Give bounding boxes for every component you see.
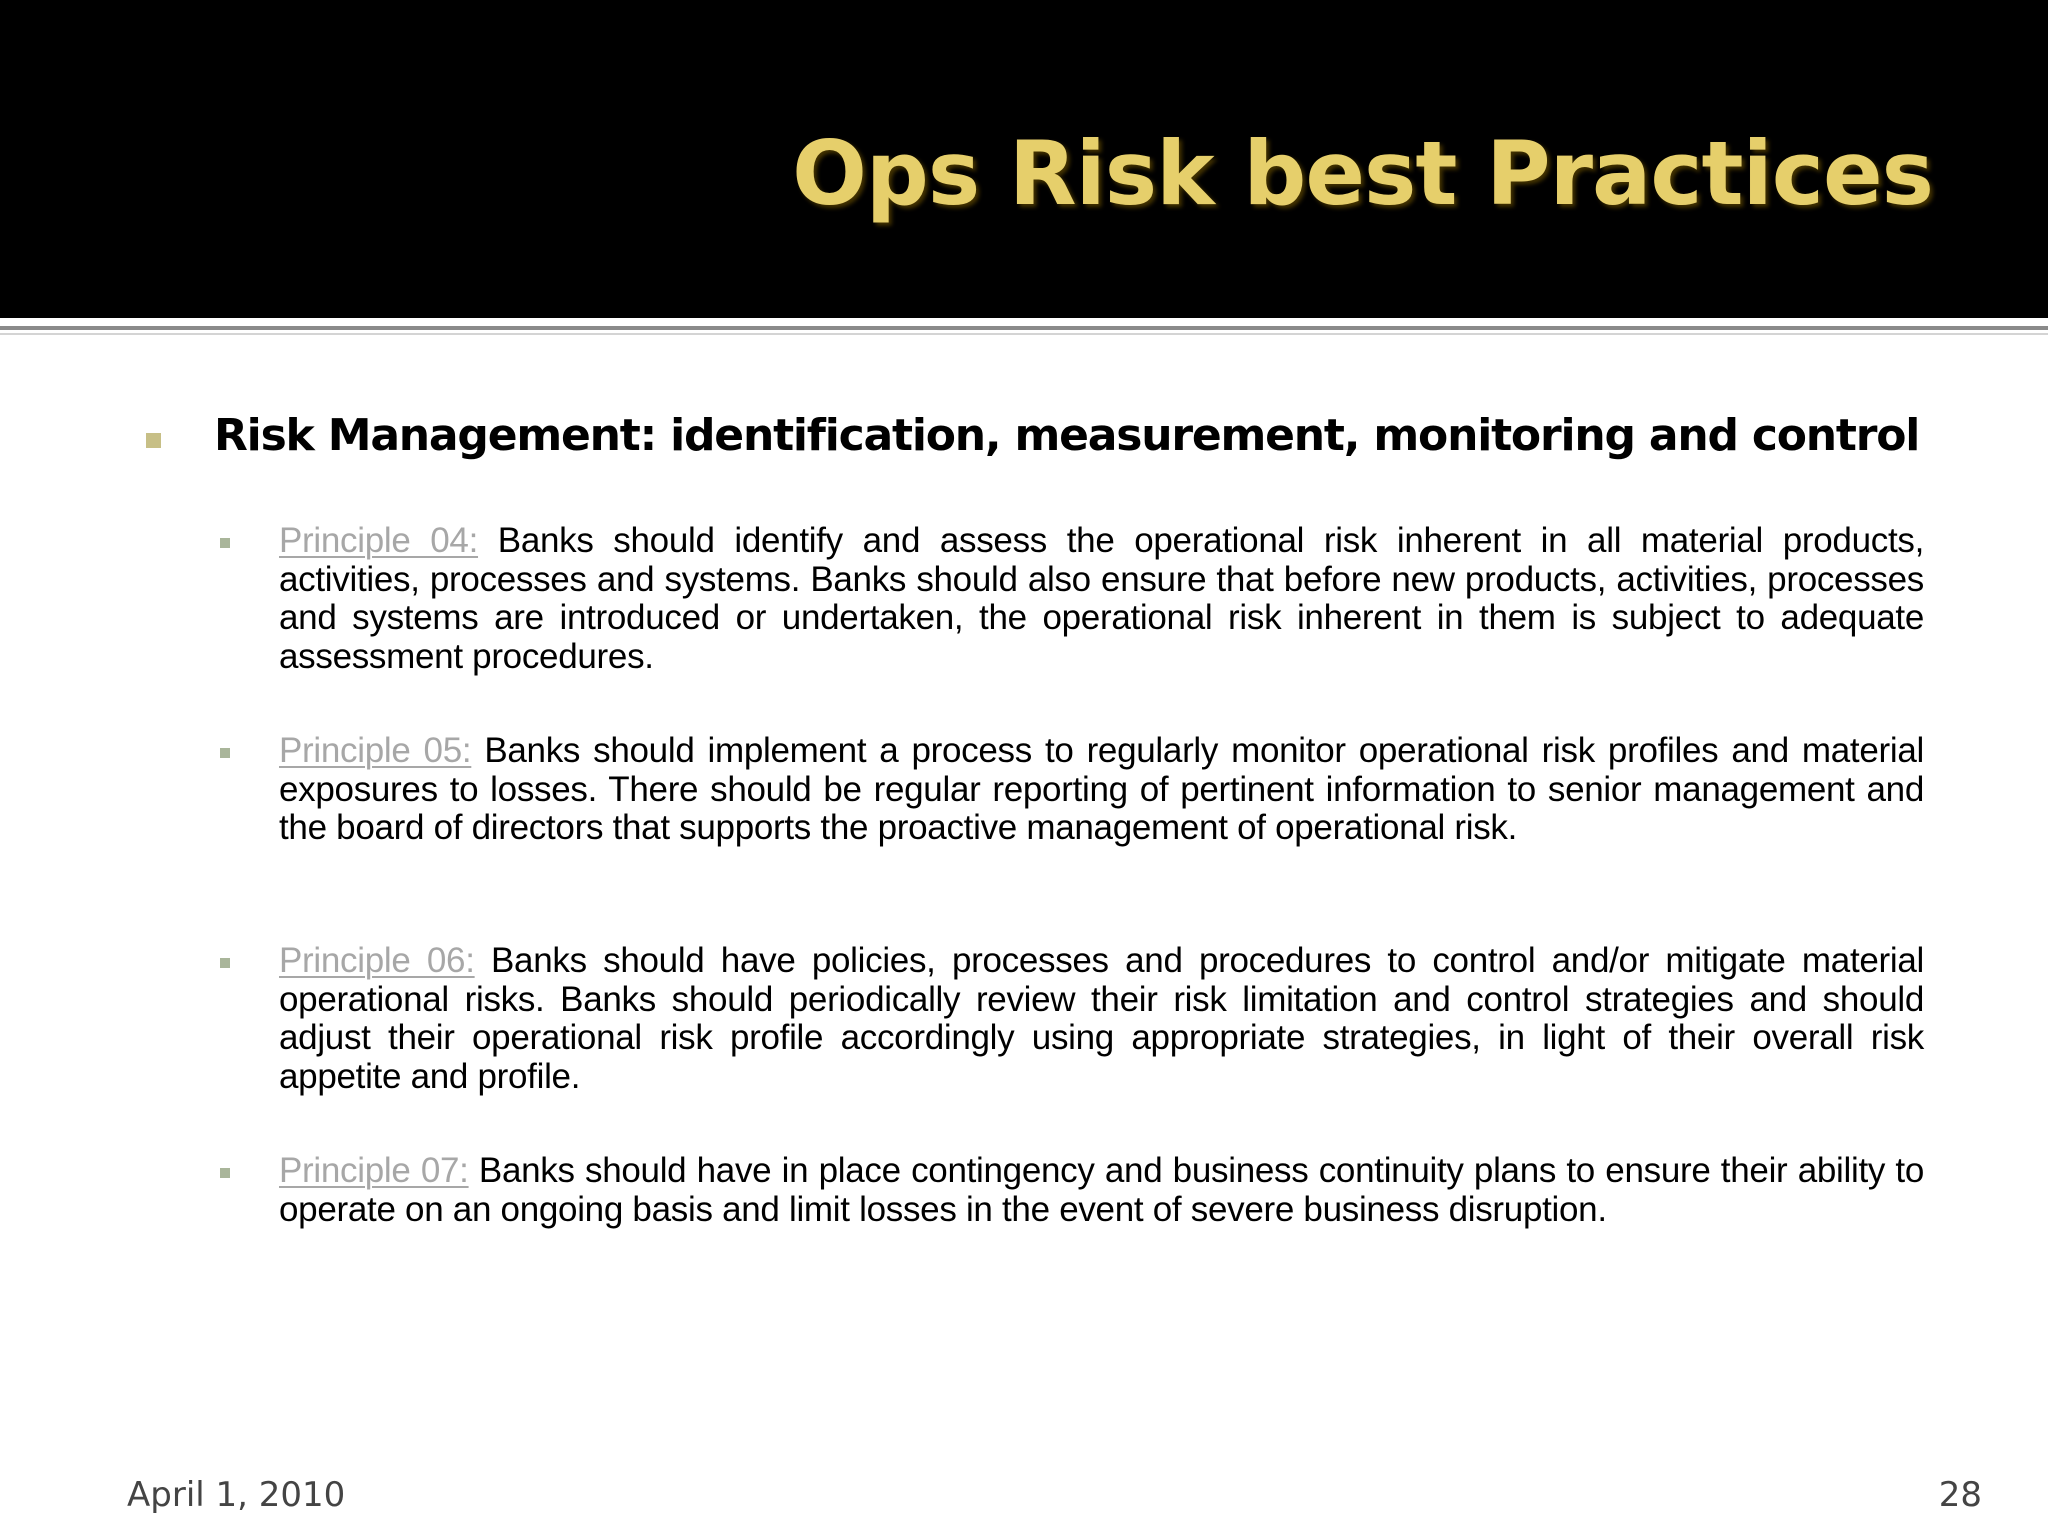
slide-title: Ops Risk best Practices: [792, 122, 1933, 225]
slide-number: 28: [1938, 1475, 1982, 1515]
sub-bullet-square-icon: [220, 748, 230, 758]
principle-body: [279, 522, 1924, 676]
principle-text: Banks should have in place contingency and business continuity plans to ensure their ability to operate on an ongoing basis and limit losses in the event of severe business disruption.: [279, 1151, 1924, 1229]
sub-bullet-square-icon: [220, 538, 230, 548]
header-divider: [0, 326, 2048, 330]
principle-text: Banks should implement a process to regularly monitor operational risk profiles and material exposures to losses. There should be regular reporting of pertinent information to senior management and the board of directors that supports the proactive management of operational risk.: [279, 731, 1924, 847]
principle-text: Banks should identify and assess the operational risk inherent in all material products, activities, processes and systems. Banks should also ensure that before new products, activities, processes and systems are introduced or undertaken, the operational risk inherent in them is subject to adequate assessment procedures.: [279, 521, 1924, 676]
principle-link[interactable]: Principle 04:: [279, 521, 479, 560]
sub-bullet-square-icon: [220, 1168, 230, 1178]
footer-date: April 1, 2010: [127, 1475, 346, 1515]
principle-body: [279, 1152, 1924, 1229]
principle-body: [279, 732, 1924, 848]
principle-link[interactable]: Principle 05:: [279, 731, 472, 770]
sub-bullet-square-icon: [220, 958, 230, 968]
header-divider-secondary: [0, 333, 2048, 335]
principle-text: Banks should have policies, processes and procedures to control and/or mitigate material operational risks. Banks should periodically review their risk limitation and control strategies and should adjust their operational risk profile accordingly using appropriate strategies, in light of their overall risk appetite and profile.: [279, 941, 1925, 1096]
principle-link[interactable]: Principle 06:: [279, 941, 475, 980]
principle-body: [279, 942, 1924, 1096]
title-bar: [0, 0, 2048, 318]
principle-link[interactable]: Principle 07:: [279, 1151, 469, 1190]
bullet-square-icon: [146, 433, 161, 448]
main-bullet-text: Risk Management: identification, measurement, monitoring and control: [214, 410, 1920, 461]
